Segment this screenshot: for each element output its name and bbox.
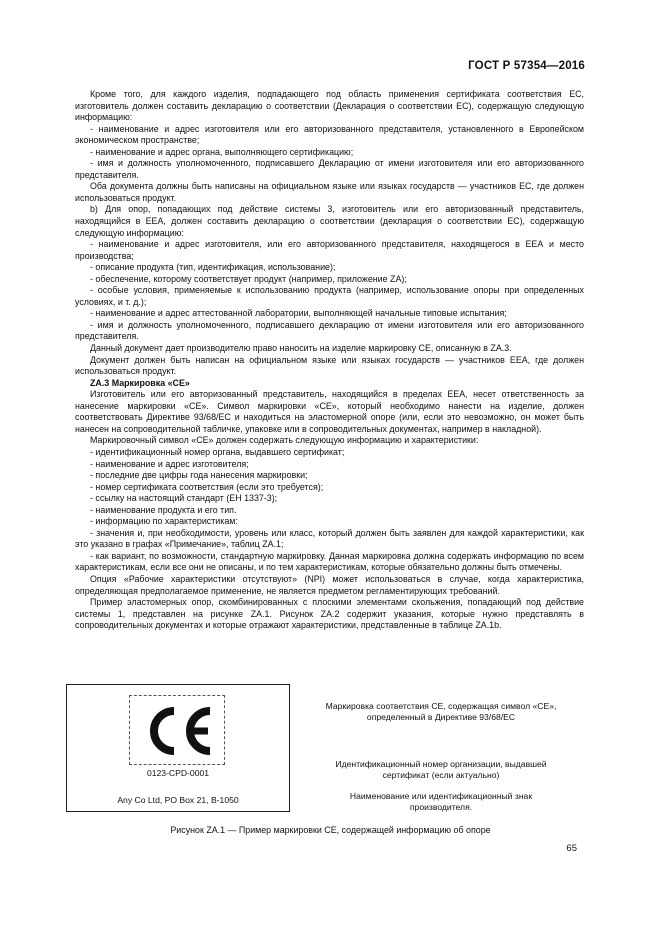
paragraph: Кроме того, для каждого изделия, подпадающего под область применения сертификата соответствия ЕС, изготовитель должен составить декларацию о соответствии (Декларация о соответствии ЕС), содержащую следующую информацию: bbox=[75, 89, 584, 123]
figure-note-certificate-id: Идентификационный номер организации, выдавшей сертификат (если актуально) bbox=[335, 759, 547, 780]
paragraph: - имя и должность уполномоченного, подписавшего Декларацию от имени изготовителя или его авторизованного представителя. bbox=[75, 158, 584, 180]
paragraph: Данный документ дает производителю право наносить на изделие маркировку СЕ, описанную в ZA.3. bbox=[90, 343, 512, 354]
paragraph: - наименование и адрес изготовителя; bbox=[90, 458, 249, 469]
paragraph: - идентификационный номер органа, выдавшего сертификат; bbox=[90, 446, 345, 457]
document-header: ГОСТ Р 57354—2016 bbox=[468, 60, 585, 72]
figure-box bbox=[66, 684, 290, 812]
paragraph: - наименование и адрес изготовителя, или его авторизованного представителя, находящегося в ЕЕА и место производства; bbox=[75, 239, 584, 261]
certification-code: 0123-CPD-0001 bbox=[146, 768, 210, 778]
paragraph: Опция «Рабочие характеристики отсутствуют» (NPI) может использоваться в случае, когда характеристика, определяющая предполагаемое применение, не является предметом регламентирующих требований. bbox=[75, 573, 584, 596]
manufacturer-address: Any Co Ltd, PO Box 21, B-1050 bbox=[117, 795, 239, 805]
paragraph: - ссылку на настоящий стандарт (ЕН 1337-3); bbox=[90, 493, 278, 504]
paragraph: - наименование и адрес органа, выполняющего сертификацию; bbox=[90, 146, 354, 157]
paragraph: Изготовитель или его авторизованный представитель, находящийся в пределах ЕЕА, несет ответственность за нанесение маркировки «СЕ». Символ маркировки «СЕ», который необходимо нанести на изделие, должен соответствовать Директиве 93/68/ЕС и находиться на эластомерной опоре (или, если это невозможно, он может быть нанесен на сопроводительной табличке, упаковке или в сопроводительных документах, например в накладной). bbox=[75, 389, 584, 434]
ce-symbol-icon bbox=[138, 703, 218, 759]
paragraph: - значения и, при необходимости, уровень или класс, который должен быть заявлен для каждой характеристики, как это указано в графах «Примечание», таблиц ZA.1; bbox=[75, 527, 584, 550]
paragraph: - наименование продукта и его тип. bbox=[90, 504, 237, 515]
paragraph: Маркировочный символ «СЕ» должен содержать следующую информацию и характеристики: bbox=[90, 435, 479, 446]
ce-mark bbox=[129, 695, 225, 765]
paragraph: Документ должен быть написан на официальном языке или языках государств — участников ЕЕА, где должен использоваться продукт. bbox=[75, 354, 584, 377]
paragraph: - последние две цифры года нанесения маркировки; bbox=[90, 470, 308, 481]
document-body bbox=[75, 89, 584, 632]
paragraph: - как вариант, по возможности, стандартную маркировку. Данная маркировка должна содержать информацию по всем характеристикам, если все они не описаны, и по тем характеристикам, которые обязательно должны быть отмечены. bbox=[75, 550, 584, 573]
paragraph: - наименование и адрес изготовителя или его авторизованного представителя, установленного в Европейском экономическом пространстве; bbox=[75, 123, 584, 146]
section-heading: ZA.3 Маркировка «СЕ» bbox=[90, 377, 190, 388]
paragraph: - имя и должность уполномоченного, подписавшего декларацию от имени изготовителя или его авторизованного представителя. bbox=[75, 319, 584, 342]
paragraph: - обеспечение, которому соответствует продукт (например, приложение ZA); bbox=[90, 273, 407, 284]
paragraph: Пример эластомерных опор, скомбинированных с плоскими элементами скольжения, попадающий под действие системы 1, представлен на рисунке ZA.1. Рисунок ZA.2 содержит указания, которые нужно представлять в сопроводительных документах и которые отражают характеристики, представленные в таблице ZA.1b. bbox=[75, 597, 584, 631]
page-number: 65 bbox=[566, 843, 577, 854]
paragraph: - номер сертификата соответствия (если это требуется); bbox=[90, 481, 324, 492]
paragraph: - особые условия, применяемые к использованию продукта (например, использование опоры при определенных условиях, и т. д.); bbox=[75, 285, 584, 307]
paragraph: b) Для опор, попадающих под действие системы 3, изготовитель или его авторизованный представитель, находящийся в ЕЕА, должен составить декларацию о соответствии (декларация о соответствии ЕС), содержащую следующую информацию: bbox=[75, 204, 584, 238]
paragraph: - информацию по характеристикам: bbox=[90, 516, 238, 527]
paragraph: - наименование и адрес аттестованной лаборатории, выполняющей начальные типовые испытания; bbox=[90, 308, 507, 319]
paragraph: Оба документа должны быть написаны на официальном языке или языках государств — участников ЕС, где должен использоваться продукт. bbox=[75, 181, 584, 203]
figure-note-manufacturer: Наименование или идентификационный знак производителя. bbox=[349, 791, 533, 812]
figure-note-ce-marking: Маркировка соответствия СЕ, содержащая символ «СЕ», определенный в Директиве 93/68/ЕС bbox=[325, 701, 557, 722]
paragraph: - описание продукта (тип, идентификация, использование); bbox=[90, 262, 336, 273]
figure-caption: Рисунок ZA.1 — Пример маркировки СЕ, содержащей информацию об опоре bbox=[170, 825, 491, 835]
